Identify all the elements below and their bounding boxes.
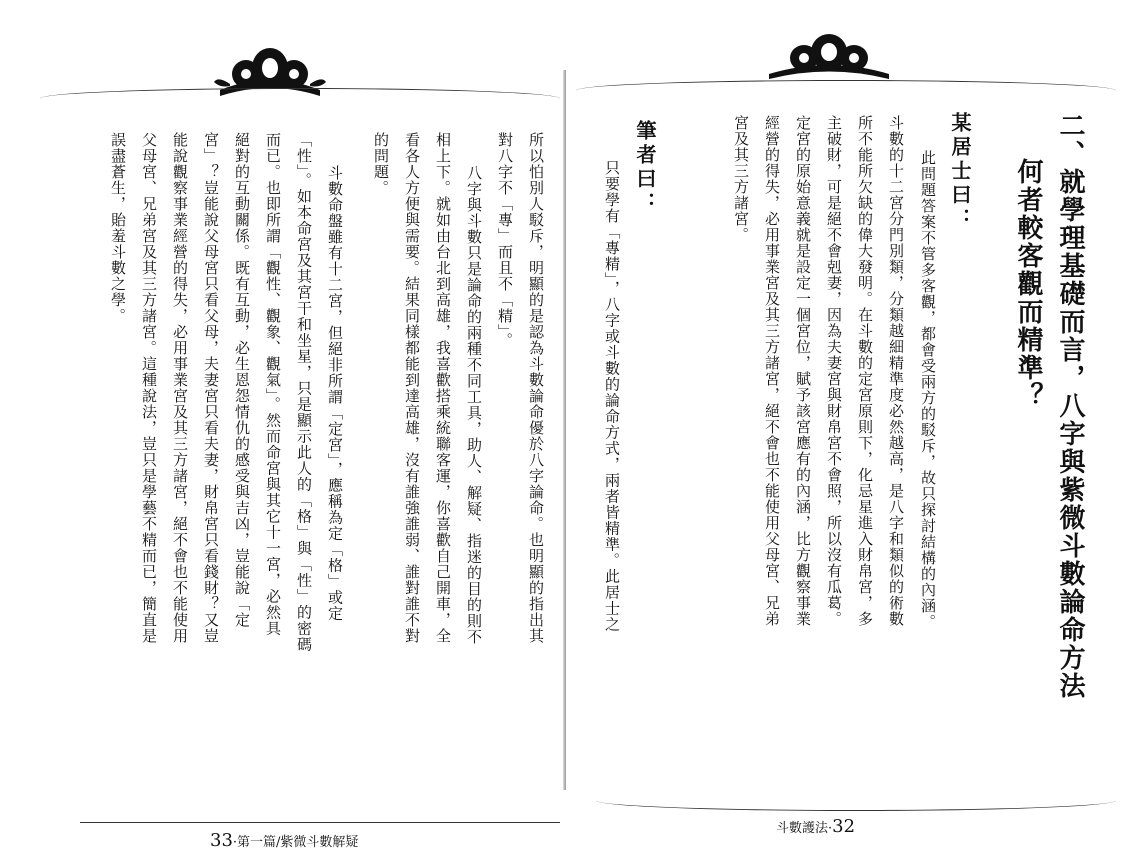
page-number: 32 [832,816,856,837]
header-curve-right [576,80,1116,101]
text-column: 父母宮、兄弟宮及其三方諸宮。這種說法，豈只是學藝不精而已，簡直是 [140,132,158,644]
text-column: 八字與斗數只是論命的兩種不同工具，助人、解疑、指迷的目的則不 [465,165,483,645]
text-column: 看各人方便與需要。結果同樣都能到達高雄，沒有誰強誰弱、誰對誰不對 [403,132,421,644]
text-column: 斗數的十二宮分門別類，分類越細精準度必然越高，是八字和類似的術數 [887,115,905,627]
header-curve-left [40,88,560,109]
right-page [566,0,1132,866]
text-column: 主破財，可是絕不會剋妻，因為夫妻宮與財帛宮不會照，所以沒有瓜葛。 [825,115,843,627]
text-column: 斗數命盤雖有十二宮，但絕非所謂「定宮」，應稱為定「格」或定 [326,165,344,622]
footer-text: 斗數護法· [776,821,833,836]
text-column: 相上下。就如由台北到高雄，我喜歡搭乘統聯客運，你喜歡自己開車，全 [434,132,452,644]
speaker-label: 某居士曰： [948,112,972,232]
text-column: 的問題。 [372,132,390,196]
text-column: 而已。也即所謂「觀性、觀象、觀氣」。然而命宮與其它十一宮，必然具 [264,132,282,637]
text-column: 經營的得失，必用事業宮及其三方諸宮，絕不會也不能使用父母宮、兄弟 [763,115,781,627]
footer-curve-right [596,790,1116,811]
text-column: 只要學有「專精」，八字或斗數的論命方式，兩者皆精準。此居士之 [603,160,621,633]
text-column: 所以怕別人駁斥，明顯的是認為斗數論命優於八字論命。也明顯的指出其 [527,132,545,644]
author-label: 筆者曰： [633,120,657,216]
text-column: 「性」。如本命宮及其宮干和坐星，只是顯示此人的「格」與「性」的密碼 [295,132,313,653]
page-footer-left [210,830,358,851]
text-column: 定宮的原始意義就是設定一個宮位，賦予該宮應有的內涵，比方觀察事業 [794,115,812,627]
text-column: 宮」？豈能說父母宮只看父母，夫妻宮只看夫妻，財帛宮只看錢財？又豈 [202,132,220,644]
text-column: 誤盡蒼生，貽羞斗數之學。 [109,132,127,324]
text-column: 對八字不「專」而且不「精」。 [496,132,514,349]
text-column: 所不能所欠缺的偉大發明。在斗數的定宮原則下，化忌星進入財帛宮，多 [856,115,874,627]
page-number: 33 [210,830,233,851]
text-column: 絕對的互動關係。既有互動，必生恩怨情仇的感受與吉凶，豈能說「定 [233,132,251,628]
footer-rule-left [80,822,560,823]
section-title: 二、就學理基礎而言，八字與紫微斗數論命方法 [1055,112,1085,700]
text-column: 宮及其三方諸宮。 [732,115,750,243]
text-column: 此問題答案不管多客觀，都會受兩方的駁斥，故只探討結構的內涵。 [919,150,937,630]
page-footer-right [776,816,855,837]
lotus-ornament-right [764,30,894,80]
text-column: 能說觀察事業經營的得失，必用事業宮及其三方諸宮，絕不會也不能使用 [171,132,189,644]
footer-text: ·第一篇/紫微斗數解疑 [232,835,359,850]
section-title: 何者較客觀而精準？ [1013,158,1043,410]
